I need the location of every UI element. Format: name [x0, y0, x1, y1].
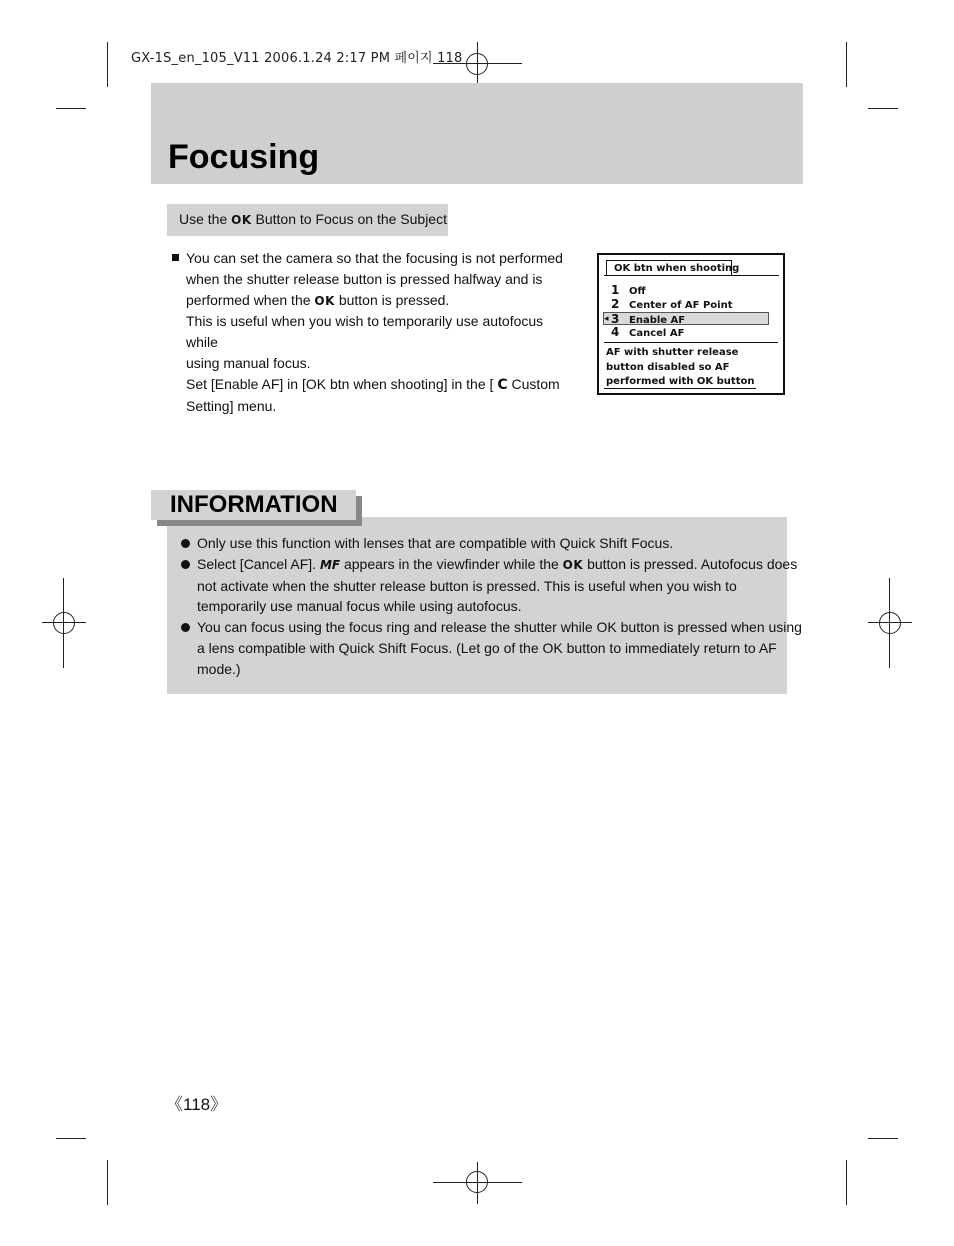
information-line: mode.): [197, 660, 241, 677]
menu-item-enable-af: [603, 312, 769, 325]
information-line: not activate when the shutter release button is pressed. This is useful when you wish to: [197, 577, 737, 594]
selector-arrow-icon: ◂: [604, 314, 609, 324]
information-text-segment: button is pressed. Autofocus does: [587, 555, 798, 572]
information-line: You can focus using the focus ring and release the shutter while OK button is pressed when using: [197, 619, 802, 636]
information-list: [180, 533, 802, 680]
menu-item-label: Cancel AF: [629, 328, 685, 339]
body-line: You can set the camera so that the focusing is not performed: [186, 250, 563, 266]
camera-menu-screenshot: [597, 253, 785, 395]
square-bullet-icon: [172, 254, 179, 261]
information-line: Only use this function with lenses that are compatible with Quick Shift Focus.: [197, 535, 674, 551]
menu-item-label: Off: [629, 286, 646, 297]
registration-mark: [466, 53, 488, 75]
registration-mark: [466, 1171, 488, 1193]
custom-setting-icon: C: [497, 376, 508, 393]
menu-tab-title: OK btn when shooting: [606, 260, 732, 275]
body-text-segment: performed when the: [186, 291, 311, 308]
subheading-suffix: Button to Focus on the Subject: [255, 211, 447, 227]
ok-button-icon: OK: [231, 213, 252, 227]
body-text-segment: Custom: [511, 375, 560, 392]
information-item: [180, 554, 798, 617]
menu-item-number: 2: [611, 297, 620, 311]
print-header: GX-1S_en_105_V11 2006.1.24 2:17 PM 페이지 118: [131, 51, 463, 66]
crop-mark: [868, 1138, 898, 1139]
menu-item-number: 1: [611, 283, 620, 297]
information-line: [197, 554, 798, 576]
body-line: [186, 374, 576, 396]
crop-mark: [56, 1138, 86, 1139]
information-line: temporarily use manual focus while using autofocus.: [197, 598, 522, 615]
body-line: using manual focus.: [186, 354, 311, 371]
crop-mark: [107, 1160, 108, 1205]
menu-description-line: performed with OK button: [606, 376, 755, 388]
menu-item-label: Enable AF: [629, 315, 686, 326]
menu-item-cancel-af: [611, 326, 684, 339]
information-item: [180, 533, 778, 554]
subheading: [179, 211, 447, 227]
information-text-segment: appears in the viewfinder while the: [343, 555, 559, 572]
crop-mark: [107, 42, 108, 87]
registration-mark: [879, 612, 901, 634]
menu-divider: [604, 342, 778, 343]
round-bullet-icon: [181, 623, 190, 632]
ok-button-icon: OK: [562, 557, 584, 572]
crop-mark: [846, 1160, 847, 1205]
body-text-segment: button is pressed.: [338, 291, 450, 308]
menu-item-number: 4: [611, 325, 620, 339]
information-item: [180, 617, 802, 679]
menu-item-center-af-point: [611, 298, 733, 311]
body-line: [186, 290, 576, 312]
menu-underline: [604, 388, 756, 389]
information-line: a lens compatible with Quick Shift Focus. (Let go of the OK button to immediately return to AF: [197, 639, 777, 656]
menu-description: [606, 346, 754, 390]
menu-description-line: AF with shutter release: [606, 347, 739, 358]
page-number: 《118》: [166, 1095, 228, 1114]
round-bullet-icon: [181, 539, 190, 548]
body-text-segment: Set [Enable AF] in [OK btn when shooting] in the [: [186, 375, 494, 392]
ok-button-icon: OK: [314, 293, 335, 308]
body-line: This is useful when you wish to temporarily use autofocus while: [186, 313, 544, 351]
information-title: INFORMATION: [170, 491, 338, 518]
body-line: when the shutter release button is pressed halfway and is: [186, 270, 543, 287]
page-title: Focusing: [168, 138, 320, 176]
round-bullet-icon: [181, 560, 190, 569]
menu-item-number: 3: [611, 312, 620, 326]
menu-description-line: button disabled so AF: [606, 361, 730, 373]
information-text-segment: Select [Cancel AF].: [197, 555, 317, 572]
crop-mark: [846, 42, 847, 87]
registration-mark: [53, 612, 75, 634]
menu-item-off: [611, 284, 646, 297]
crop-mark: [868, 108, 898, 109]
mf-icon: MF: [319, 557, 341, 572]
body-line: Setting] menu.: [186, 397, 277, 414]
crop-mark: [56, 108, 86, 109]
subheading-prefix: Use the: [179, 211, 228, 227]
menu-item-label: Center of AF Point: [629, 300, 733, 311]
body-text: [186, 248, 576, 416]
